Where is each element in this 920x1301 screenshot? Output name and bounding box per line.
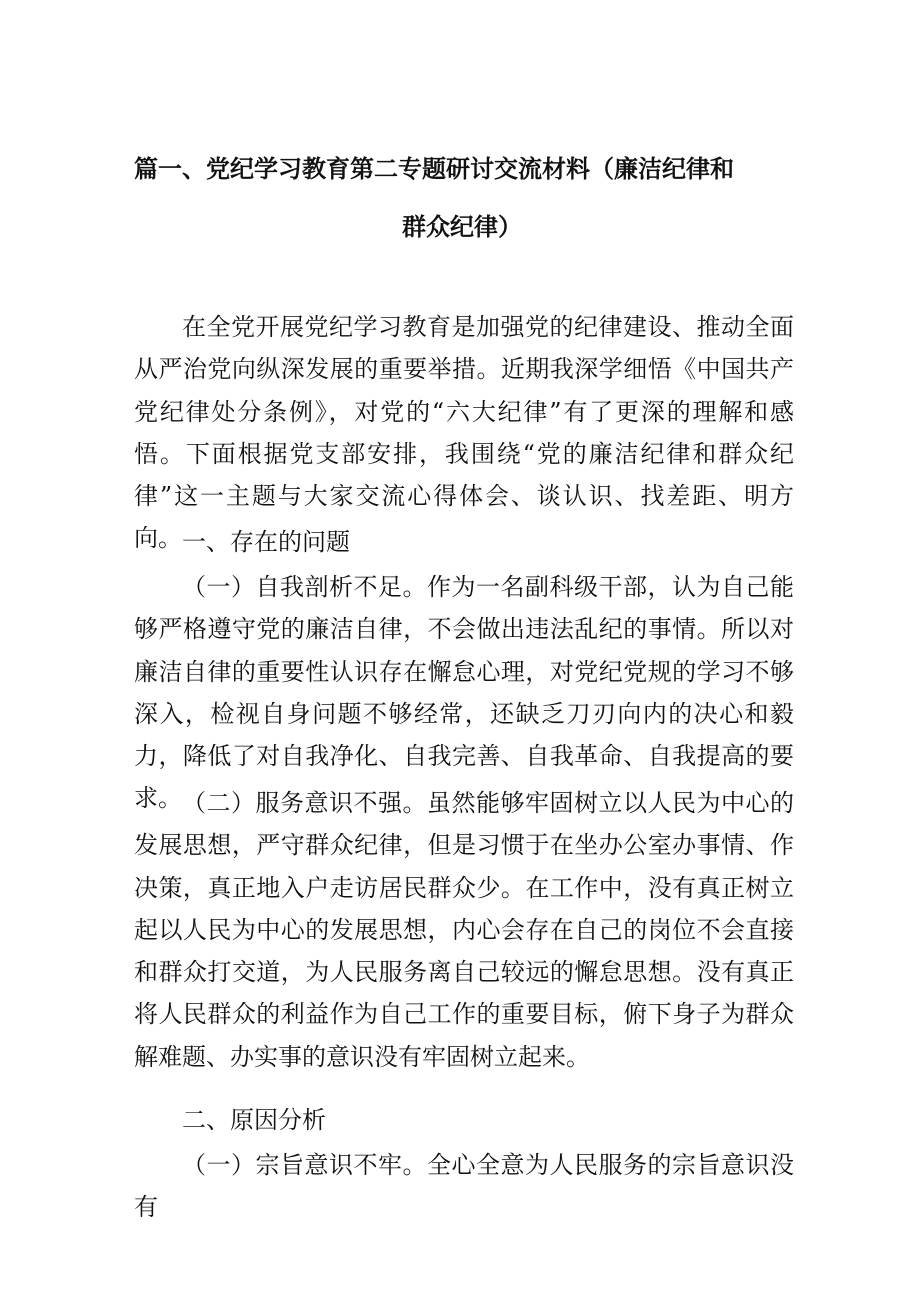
paragraph-self-analysis: （一）自我剖析不足。作为一名副科级干部，认为自己能够严格遵守党的廉洁自律，不会做出违法乱纪的事情。所以对廉洁自律的重要性认识存在懈怠心理，对党纪党规的学习不够深入，检视自身问题不够经常，还缺乏刀刃向内的决心和毅力，降低了对自我净化、自我完善、自我革命、自我提高的要求。 [134, 573, 794, 813]
paragraph-purpose-awareness: （一）宗旨意识不牢。全心全意为人民服务的宗旨意识没有 [134, 1151, 794, 1222]
section-heading-cause-analysis: 二、原因分析 [182, 1106, 326, 1134]
paragraph-service-awareness: （二）服务意识不强。虽然能够牢固树立以人民为中心的发展思想，严守群众纪律，但是习惯于在坐办公室办事情、作决策，真正地入户走访居民群众少。在工作中，没有真正树立起以人民为中心的发展思想，内心会存在自己的岗位不会直接和群众打交道，为人民服务离自己较远的懈怠思想。没有真正将人民群众的利益作为自己工作的重要目标，俯下身子为群众解难题、办实事的意识没有牢固树立起来。 [134, 789, 794, 1071]
intro-paragraph: 在全党开展党纪学习教育是加强党的纪律建设、推动全面从严治党向纵深发展的重要举措。近期我深学细悟《中国共产党纪律处分条例》，对党的“六大纪律”有了更深的理解和感悟。下面根据党支部安排，我围绕“党的廉洁纪律和群众纪律”这一主题与大家交流心得体会、谈认识、找差距、明方向。 [134, 313, 794, 553]
document-title-line1: 篇一、党纪学习教育第二专题研讨交流材料（廉洁纪律和 [134, 155, 734, 183]
document-title-line2: 群众纪律） [402, 213, 522, 241]
section-heading-problems: 一、存在的问题 [182, 528, 350, 556]
